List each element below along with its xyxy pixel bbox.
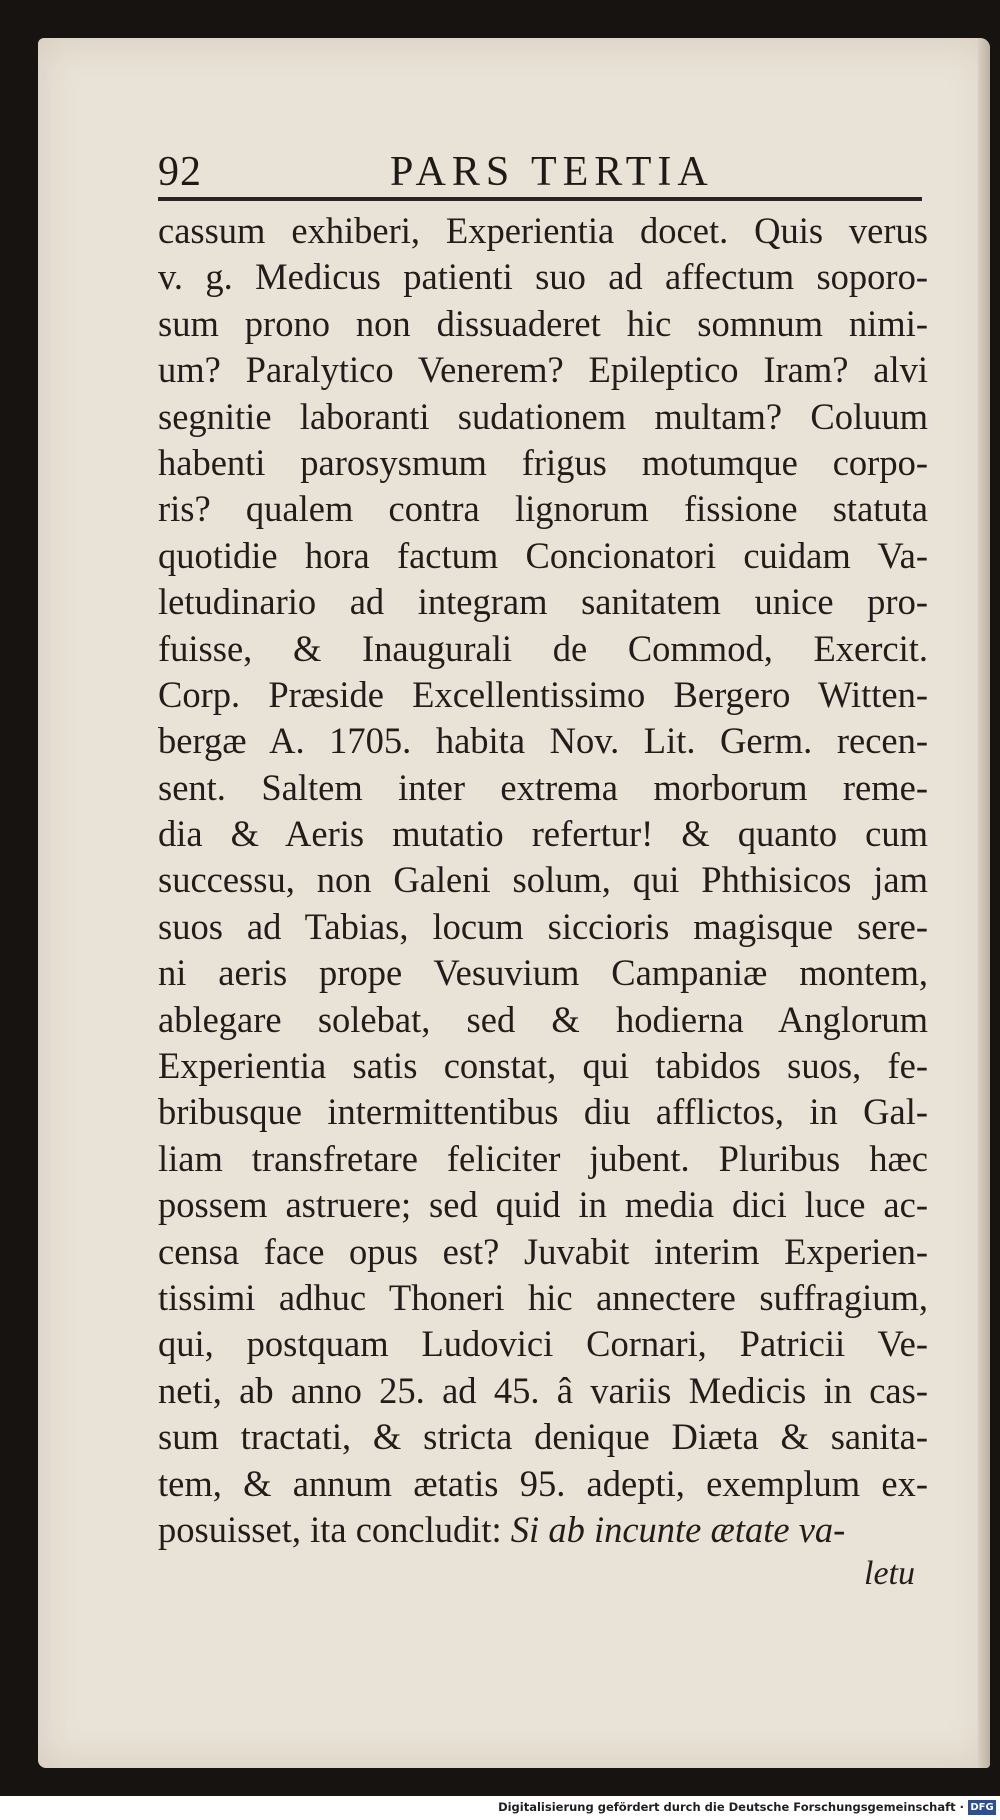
text-line: bribusque intermittentibus diu afflictos, in Gal- xyxy=(158,1091,928,1133)
text-line: cassum exhiberi, Experientia docet. Quis verus xyxy=(158,210,928,251)
text-line: tissimi adhuc Thoneri hic annectere suffragium, xyxy=(158,1276,928,1318)
text-line: successu, non Galeni solum, qui Phthisicos jam xyxy=(158,859,928,901)
page-number: 92 xyxy=(158,149,202,195)
text-line: letudinario ad integram sanitatem unice pro- xyxy=(158,581,928,623)
text-line: dia & Aeris mutatio refertur! & quanto cum xyxy=(158,813,928,855)
funding-credit: Digitalisierung gefördert durch die Deutsche Forschungsgemeinschaft · xyxy=(498,1800,964,1814)
text-line: segnitie laboranti sudationem multam? Coluum xyxy=(158,395,928,437)
text-line: Corp. Præside Excellentissimo Bergero Witten- xyxy=(158,673,928,715)
text-line: sum prono non dissuaderet hic somnum nimi- xyxy=(158,302,928,344)
text-line: v. g. Medicus patienti suo ad affectum soporo- xyxy=(158,256,928,298)
final-line-italic: Si ab incunte ætate va- xyxy=(510,1508,846,1550)
final-line-roman: posuisset, ita concludit: xyxy=(158,1508,511,1550)
running-head: PARS TERTIA xyxy=(390,149,714,195)
text-line: censa face opus est? Juvabit interim Experien- xyxy=(158,1230,928,1272)
text-line: qui, postquam Ludovici Cornari, Patricii Ve- xyxy=(158,1323,928,1365)
text-line: ris? qualem contra lignorum fissione statuta xyxy=(158,488,928,530)
text-line: ablegare solebat, sed & hodierna Anglorum xyxy=(158,998,928,1040)
text-line: ni aeris prope Vesuvium Campaniæ montem, xyxy=(158,952,928,994)
text-line-final xyxy=(158,1507,928,1553)
catchword: letu xyxy=(864,1555,915,1592)
text-line: Experientia satis constat, qui tabidos suos, fe- xyxy=(158,1045,928,1087)
header-rule xyxy=(158,197,922,201)
page-edge xyxy=(978,38,990,1768)
page-header xyxy=(120,140,920,200)
body-text xyxy=(158,208,928,1553)
text-line: um? Paralytico Venerem? Epileptico Iram? alvi xyxy=(158,349,928,391)
text-line: liam transfretare feliciter jubent. Pluribus hæc xyxy=(158,1137,928,1179)
dfg-logo-icon: DFG xyxy=(968,1800,996,1815)
text-line: quotidie hora factum Concionatori cuidam Va- xyxy=(158,534,928,576)
text-line: sent. Saltem inter extrema morborum reme- xyxy=(158,766,928,808)
text-line: habenti parosysmum frigus motumque corpo- xyxy=(158,441,928,483)
text-line: possem astruere; sed quid in media dici luce ac- xyxy=(158,1184,928,1226)
text-line: bergæ A. 1705. habita Nov. Lit. Germ. recen- xyxy=(158,720,928,762)
text-line: suos ad Tabias, locum siccioris magisque sere- xyxy=(158,905,928,947)
text-line: fuisse, & Inaugurali de Commod, Exercit. xyxy=(158,627,928,669)
text-line: neti, ab anno 25. ad 45. â variis Medicis in cas- xyxy=(158,1369,928,1411)
text-line: tem, & annum ætatis 95. adepti, exemplum ex- xyxy=(158,1462,928,1504)
footer-bar xyxy=(0,1796,1000,1820)
text-line: sum tractati, & stricta denique Diæta & sanita- xyxy=(158,1416,928,1458)
